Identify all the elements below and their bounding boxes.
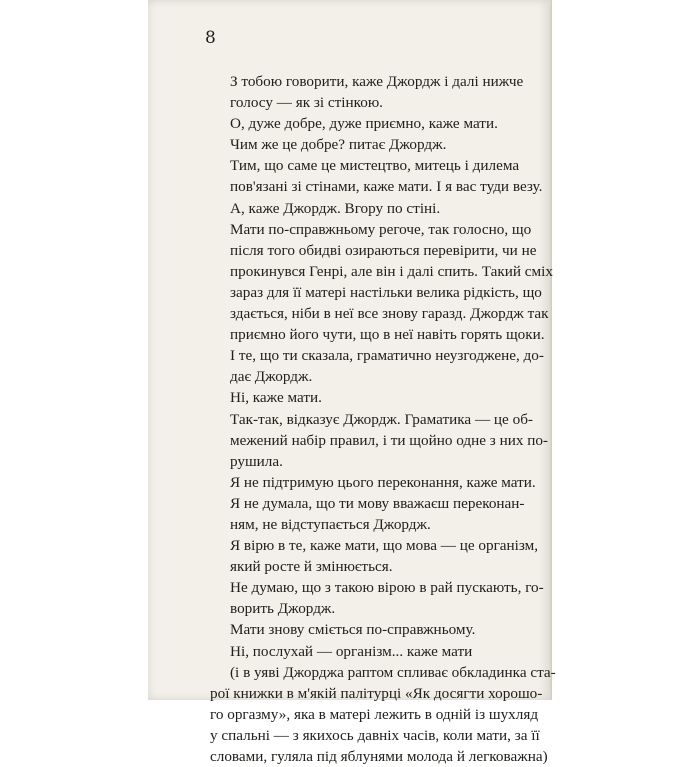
paragraph-13: [210, 577, 552, 619]
text-line: пов'язані зі стінами, каже мати. І я вас туди везу.: [230, 178, 543, 196]
text-line: Ні, каже мати.: [230, 389, 322, 407]
paragraph-7: [210, 345, 552, 387]
paragraph-6: [210, 219, 552, 346]
text-line: у спальні — з якихось давніх часів, коли мати, за її: [210, 726, 540, 744]
text-line: І те, що ти сказала, граматично неузгоджене, до-: [230, 347, 544, 365]
text-line: ворить Джордж.: [230, 600, 336, 618]
text-line: рушила.: [230, 452, 283, 470]
text-line: Не думаю, що з такою вірою в рай пускають, го-: [230, 579, 544, 597]
paragraph-3: [210, 134, 552, 155]
paragraph-5: [210, 198, 552, 219]
text-line: Чим же це добре? питає Джордж.: [230, 136, 447, 154]
text-line: голосу — як зі стінкою.: [230, 94, 383, 112]
paragraph-15: [210, 641, 552, 662]
text-line: дає Джордж.: [230, 368, 313, 386]
page-number: 8: [205, 28, 216, 48]
text-line: А, каже Джордж. Вгору по стіні.: [230, 199, 441, 217]
text-line: Мати знову сміється по-справжньому.: [230, 621, 476, 639]
text-line: Я не підтримую цього переконання, каже мати.: [230, 473, 536, 491]
text-line: Тим, що саме це мистецтво, митець і дилема: [230, 157, 520, 175]
text-line: Ні, послухай — організм... каже мати: [230, 642, 473, 660]
paragraph-8: [210, 387, 552, 408]
body-text: [210, 71, 556, 767]
paragraph-9: [210, 409, 552, 472]
paragraph-14: [210, 619, 552, 640]
text-line: рої книжки в м'якій палітурці «Як досягти хорошо-: [210, 684, 543, 702]
paragraph-2: [210, 113, 552, 134]
text-line: Мати по-справжньому регоче, так голосно, що: [230, 220, 532, 238]
text-line: межений набір правил, і ти щойно одне з них по-: [230, 431, 548, 449]
text-line: приємно його чути, що в неї навіть горять щоки.: [230, 326, 545, 344]
paragraph-4: [210, 155, 552, 197]
paragraph-11: [210, 493, 552, 535]
text-line: після того обидві озираються перевірити, чи не: [230, 241, 537, 259]
text-line: словами, гуляла під яблунями молода й легковажна): [210, 748, 548, 765]
paragraph-1: [210, 71, 552, 113]
text-line: го оргазму», яка в матері лежить в одній із шухляд: [210, 705, 539, 723]
text-line: О, дуже добре, дуже приємно, каже мати.: [230, 115, 498, 133]
text-line: (і в уяві Джорджа раптом спливає обкладинка ста-: [230, 663, 556, 681]
paragraph-10: [210, 472, 552, 493]
text-line: прокинувся Генрі, але він і далі спить. Такий сміх: [230, 262, 553, 280]
text-line: ням, не відступається Джордж.: [230, 515, 431, 533]
text-line: Так-так, відказує Джордж. Граматика — це об-: [230, 410, 533, 428]
paragraph-12: [210, 535, 552, 577]
text-line: Я вірю в те, каже мати, що мова — це організм,: [230, 537, 539, 555]
text-line: який росте й змінюється.: [230, 558, 393, 576]
text-line: Я не думала, що ти мову вважаєш переконан-: [230, 494, 525, 512]
parenthetical-paragraph: [210, 662, 556, 767]
text-line: зараз для її матері настільки велика рідкість, що: [230, 283, 542, 301]
text-line: З тобою говорити, каже Джордж і далі нижче: [230, 73, 524, 90]
text-line: здається, ніби в неї все знову гаразд. Джордж так: [230, 305, 549, 323]
